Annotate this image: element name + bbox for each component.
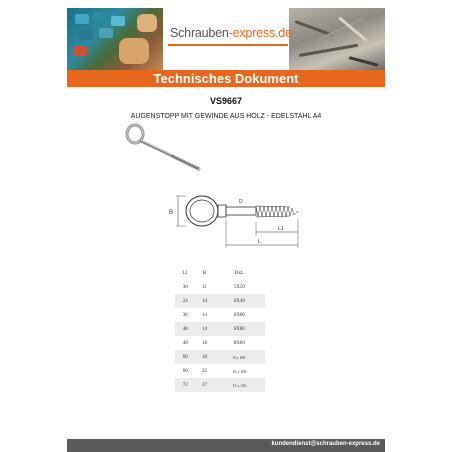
logo-accent-text: -express.de: [228, 26, 292, 40]
cell-dxl: 12 x 120: [214, 378, 265, 392]
table-row: [175, 378, 265, 392]
table-row: [175, 280, 265, 294]
cell-l1: 60: [182, 368, 188, 374]
cell-l1: 48: [182, 340, 188, 346]
logo-main-text: Schrauben: [170, 26, 229, 40]
cell-b: 11: [202, 284, 207, 290]
cell-l1: 48: [175, 322, 195, 336]
cell-l1: 30: [182, 284, 188, 290]
label-d: D: [239, 199, 243, 205]
cell-dxl: 8X80: [233, 340, 245, 346]
cell-b: 14: [195, 294, 213, 308]
header-dxl: DxL: [234, 270, 244, 276]
document-title-bar: Technisches Dokument: [67, 70, 385, 87]
product-description: AUGENSTOPP MIT GEWINDE AUS HOLZ - EDELSTAHL A4: [130, 113, 322, 120]
cell-dxl: 6X60: [233, 312, 245, 318]
table-row: [175, 322, 265, 336]
technical-drawing: [160, 186, 320, 256]
cell-l1: 60: [175, 350, 195, 364]
logo-underline: [168, 44, 288, 46]
table-row: [175, 350, 265, 364]
brand-logo[interactable]: [170, 26, 292, 40]
cell-b: 18: [202, 340, 208, 346]
product-photo: [120, 120, 210, 180]
dimension-table: [175, 266, 265, 392]
cell-b: 27: [195, 378, 213, 392]
cell-dxl: 6X40: [214, 294, 265, 308]
cell-l1: 72: [175, 378, 195, 392]
cell-l1: 36: [182, 312, 188, 318]
header-b: B: [202, 270, 207, 276]
cell-b: 14: [202, 312, 208, 318]
table-row: [175, 308, 265, 322]
label-l: L: [258, 239, 261, 245]
product-code: VS9667: [209, 96, 243, 106]
table-row: [175, 364, 265, 378]
label-l1: L1: [278, 226, 284, 232]
cell-dxl: 5X50: [233, 284, 245, 290]
cell-dxl: 6X80: [214, 322, 265, 336]
cell-dxl: 10 x 100: [232, 368, 247, 374]
header-photo-screws: [289, 8, 385, 70]
footer-email-link[interactable]: kundendienst@schrauben-express.de: [271, 441, 380, 447]
table-row: [175, 294, 265, 308]
header-photo-tools: [67, 8, 163, 70]
label-b: B: [169, 210, 174, 216]
cell-b: 18: [195, 350, 213, 364]
cell-l1: 24: [175, 294, 195, 308]
cell-b: 14: [195, 322, 213, 336]
cell-b: 22: [202, 368, 208, 374]
table-header-row: [175, 266, 265, 280]
table-row: [175, 336, 265, 350]
cell-dxl: 8 x 100: [214, 350, 265, 364]
header-l1: L1: [182, 270, 188, 276]
